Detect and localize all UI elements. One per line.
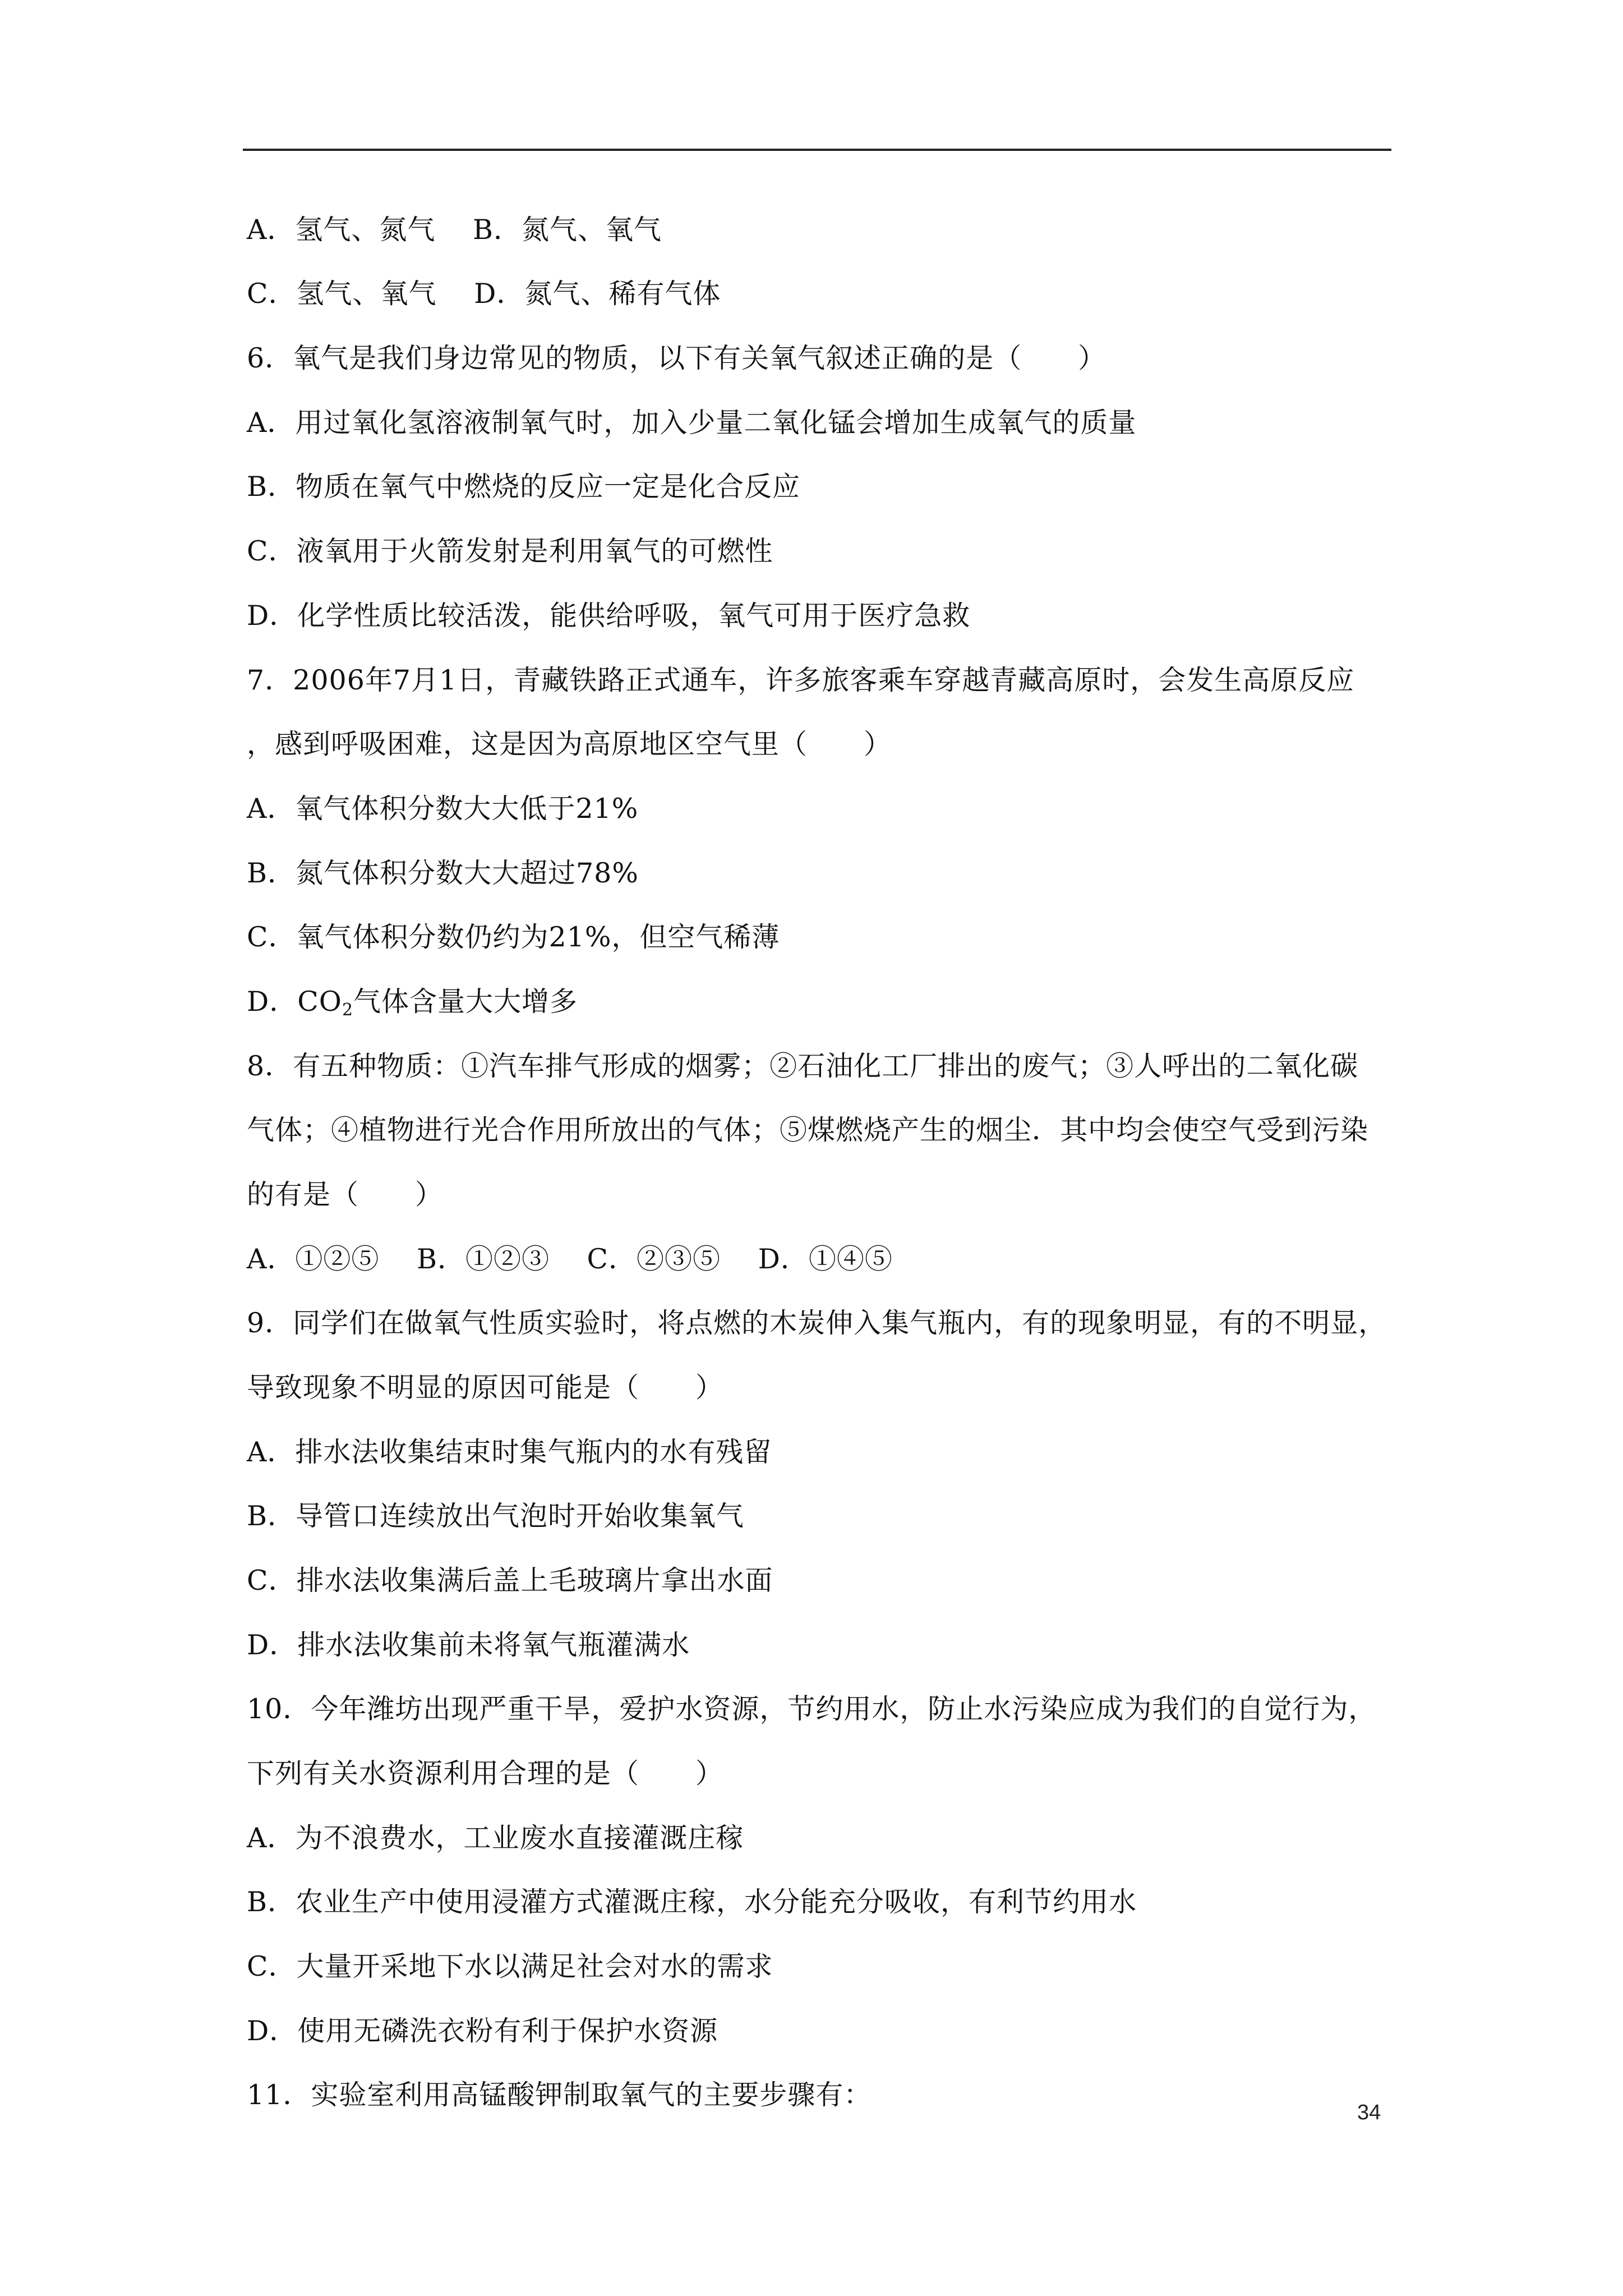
question-10-option-d: D．使用无磷洗衣粉有利于保护水资源 [247, 2015, 718, 2047]
question-11-stem: 11．实验室利用高锰酸钾制取氧气的主要步骤有： [247, 2079, 872, 2111]
question-7-option-d [247, 985, 578, 1019]
question-8-stem-line-1: 8．有五种物质：①汽车排气形成的烟雾；②石油化工厂排出的废气；③人呼出的二氧化碳 [247, 1050, 1359, 1082]
question-9-stem-line-2: 导致现象不明显的原因可能是（ ） [247, 1372, 724, 1404]
question-10-option-b: B．农业生产中使用浸灌方式灌溉庄稼，水分能充分吸收，有利节约用水 [247, 1886, 1137, 1918]
question-8-stem-line-2: 气体；④植物进行光合作用所放出的气体；⑤煤燃烧产生的烟尘．其中均会使空气受到污染 [247, 1114, 1369, 1146]
question-9-option-d: D．排水法收集前未将氧气瓶灌满水 [247, 1629, 690, 1661]
page-number: 34 [1357, 2101, 1381, 2124]
question-6-option-b: B．物质在氧气中燃烧的反应一定是化合反应 [247, 471, 801, 503]
question-10-stem-line-2: 下列有关水资源利用合理的是（ ） [247, 1757, 724, 1789]
question-10-stem-line-1: 10．今年潍坊出现严重干旱，爱护水资源，节约用水，防止水污染应成为我们的自觉行为， [247, 1693, 1377, 1725]
co2-suffix: 气体含量大大增多 [353, 986, 578, 1018]
line-q5-options-cd: C．氢气、氧气 D．氮气、稀有气体 [247, 278, 721, 310]
question-8-options: A．①②⑤ B．①②③ C．②③⑤ D．①④⑤ [247, 1243, 893, 1275]
question-6-option-c: C．液氧用于火箭发射是利用氧气的可燃性 [247, 535, 773, 567]
question-7-option-b: B．氮气体积分数大大超过78% [247, 857, 639, 889]
line-q5-options-ab: A．氢气、氮气 B．氮气、氧气 [247, 214, 662, 246]
question-10-option-a: A．为不浪费水，工业废水直接灌溉庄稼 [247, 1822, 744, 1854]
question-7-option-a: A．氧气体积分数大大低于21% [247, 793, 639, 825]
question-6-stem: 6．氧气是我们身边常见的物质，以下有关氧气叙述正确的是（ ） [247, 342, 1106, 374]
question-9-option-c: C．排水法收集满后盖上毛玻璃片拿出水面 [247, 1565, 773, 1596]
co2-subscript: 2 [342, 1000, 354, 1020]
question-7-option-c: C．氧气体积分数仍约为21%，但空气稀薄 [247, 921, 780, 953]
question-9-option-b: B．导管口连续放出气泡时开始收集氧气 [247, 1500, 745, 1532]
co2-prefix: D．CO [247, 986, 342, 1018]
question-9-stem-line-1: 9．同学们在做氧气性质实验时，将点燃的木炭伸入集气瓶内，有的现象明显，有的不明显， [247, 1307, 1387, 1339]
header-rule [243, 149, 1391, 151]
question-9-option-a: A．排水法收集结束时集气瓶内的水有残留 [247, 1436, 772, 1468]
question-7-stem-line-2: ，感到呼吸困难，这是因为高原地区空气里（ ） [247, 728, 892, 760]
question-8-stem-line-3: 的有是（ ） [247, 1179, 444, 1211]
question-6-option-d: D．化学性质比较活泼，能供给呼吸，氧气可用于医疗急救 [247, 600, 971, 632]
question-7-stem-line-1: 7．2006年7月1日，青藏铁路正式通车，许多旅客乘车穿越青藏高原时，会发生高原反应 [247, 664, 1355, 696]
question-6-option-a: A．用过氧化氢溶液制氧气时，加入少量二氧化锰会增加生成氧气的质量 [247, 407, 1137, 439]
question-10-option-c: C．大量开采地下水以满足社会对水的需求 [247, 1950, 773, 1982]
